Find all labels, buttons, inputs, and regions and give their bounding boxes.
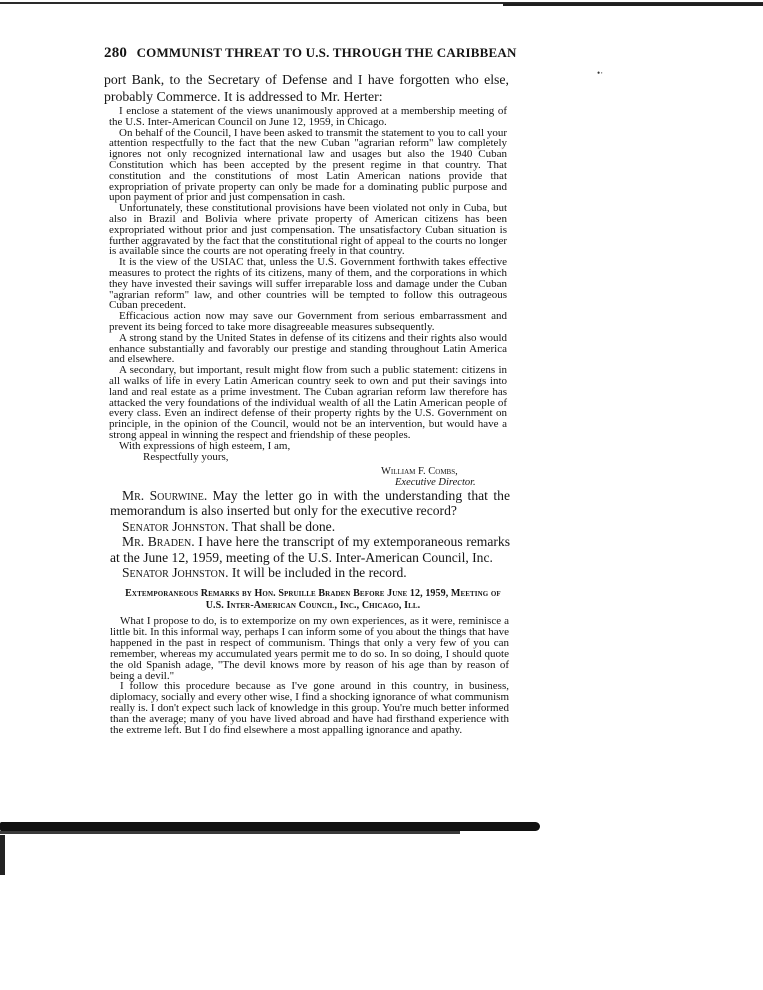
page-number: 280 bbox=[104, 45, 128, 61]
left-edge-mark bbox=[0, 835, 5, 875]
letter-paragraph: I enclose a statement of the views unanimously approved at a membership meeting of the U.S. Inter-American Council on June 12, 1959, in Chicago. bbox=[109, 105, 507, 128]
signer-name: William F. Combs, bbox=[381, 466, 458, 478]
hearing-dialogue bbox=[110, 488, 510, 580]
dialogue-line bbox=[110, 519, 510, 534]
running-title: COMMUNIST THREAT TO U.S. THROUGH THE CARIBBEAN bbox=[136, 45, 517, 60]
speaker-name: Senator Johnston. bbox=[122, 565, 229, 581]
letter-paragraph: A strong stand by the United States in defense of its citizens and their rights also would enhance substantially and favorably our prestige and standing throughout Latin America and elsewhere. bbox=[109, 331, 507, 366]
remarks-heading: Extemporaneous Remarks by Hon. Spruille Braden Before June 12, 1959, Meeting of U.S. Inter-American Council, Inc., Chicago, Ill. bbox=[125, 588, 501, 611]
dialogue-line bbox=[110, 488, 510, 519]
remarks-paragraph: What I propose to do, is to extemporize on my own experiences, as it were, reminisce a little bit. In this informal way, perhaps I can inform some of you about the things that have happened in the past in respect of communism. Things that only a very few of you can remember, whereas my accumulated years permit me to do so. In so doing, I should quote the old Spanish adage, "The devil knows more by reason of his age than by reason of being a devil." bbox=[110, 615, 509, 682]
top-scan-rule bbox=[0, 0, 763, 8]
dialogue-text: I have here the transcript of my extemporaneous remarks at the June 12, 1959, meeting of the U.S. Inter-American Council, Inc. bbox=[110, 534, 510, 565]
top-rule-shadow bbox=[503, 3, 763, 6]
dialogue-line bbox=[110, 565, 510, 580]
page-header bbox=[104, 45, 517, 62]
letter-paragraph: Efficacious action now may save our Government from serious embarrassment and prevent its being forced to take more disagreeable measures subsequently. bbox=[109, 310, 507, 333]
salutation: With expressions of high esteem, I am, bbox=[119, 439, 291, 452]
remarks-body bbox=[110, 616, 509, 736]
dialogue-line bbox=[110, 534, 510, 565]
valediction: Respectfully yours, bbox=[143, 450, 229, 463]
letter-closing bbox=[109, 441, 507, 463]
letter-paragraph: A secondary, but important, result might flow from such a public statement: citizens in all walks of life in every Latin American country seek to own and put their savings into land and real estate as a prime investment. The Cuban agrarian reform law therefore has attacked the very foundations of the individual wealth of all the Latin American people of every class. Even an indirect defense of their property rights by the U.S. Government on principle, in the opinion of the Council, would not be an intervention, but would have a strong appeal in winning the respect and friendship of these peoples. bbox=[109, 364, 507, 441]
dialogue-text: May the letter go in with the understanding that the memorandum is also inserted but only for the executive record? bbox=[110, 488, 510, 519]
letter-body bbox=[109, 106, 507, 488]
speaker-name: Mr. Braden. bbox=[122, 534, 195, 550]
lead-paragraph bbox=[104, 71, 509, 105]
speaker-name: Senator Johnston. bbox=[122, 518, 229, 534]
scan-speck: •⋅ bbox=[597, 68, 604, 78]
remarks-paragraph: I follow this procedure because as I've gone around in this country, in business, diplomacy, socially and every other wise, I find a shocking ignorance of what communism really is. I don't expect such lack of knowledge in this group. You're much better informed than the average; many of you have lived abroad and have had firsthand experience with the extreme left. But I do find elsewhere a most appalling ignorance and apathy. bbox=[110, 680, 509, 737]
letter-paragraph: It is the view of the USIAC that, unless the U.S. Government forthwith takes effective measures to protect the rights of its citizens, many of them, and the corporations in which they have invested their savings will suffer irreparable loss and damage under the Cuban "agrarian reform" law, and other countries will be tempted to follow this outrageous Cuban precedent. bbox=[109, 256, 507, 312]
bottom-scan-bar bbox=[0, 822, 540, 831]
dialogue-text: That shall be done. bbox=[228, 518, 336, 534]
dialogue-text: It will be included in the record. bbox=[228, 565, 407, 581]
signature-block bbox=[381, 466, 507, 488]
speaker-name: Mr. Sourwine. bbox=[122, 488, 208, 503]
letter-paragraph: On behalf of the Council, I have been asked to transmit the statement to you to call your attention respectfully to the fact that the new Cuban "agrarian reform" law completely ignores not only recognized international law and usages but also the 1940 Cuban Constitution which has been accepted by the present regime in that country. That constitution and the constitutions of most Latin American nations provide that expropriation of private property can only be made for a dominating public purpose and upon payment of prior and just compensation in cash. bbox=[109, 126, 507, 204]
lead-text: port Bank, to the Secretary of Defense and I have forgotten who else, probably Commerce. It is addressed to Mr. Herter: bbox=[104, 72, 509, 104]
signer-title: Executive Director. bbox=[395, 477, 476, 489]
letter-paragraph: Unfortunately, these constitutional provisions have been violated not only in Cuba, but also in Brazil and Bolivia where private property of American citizens has been expropriated without prior and just compensation. The unsatisfactory Cuban situation is further aggravated by the fact that the constitutional right of appeal to the courts no longer is available since the courts are not operating freely in that country. bbox=[109, 202, 507, 258]
